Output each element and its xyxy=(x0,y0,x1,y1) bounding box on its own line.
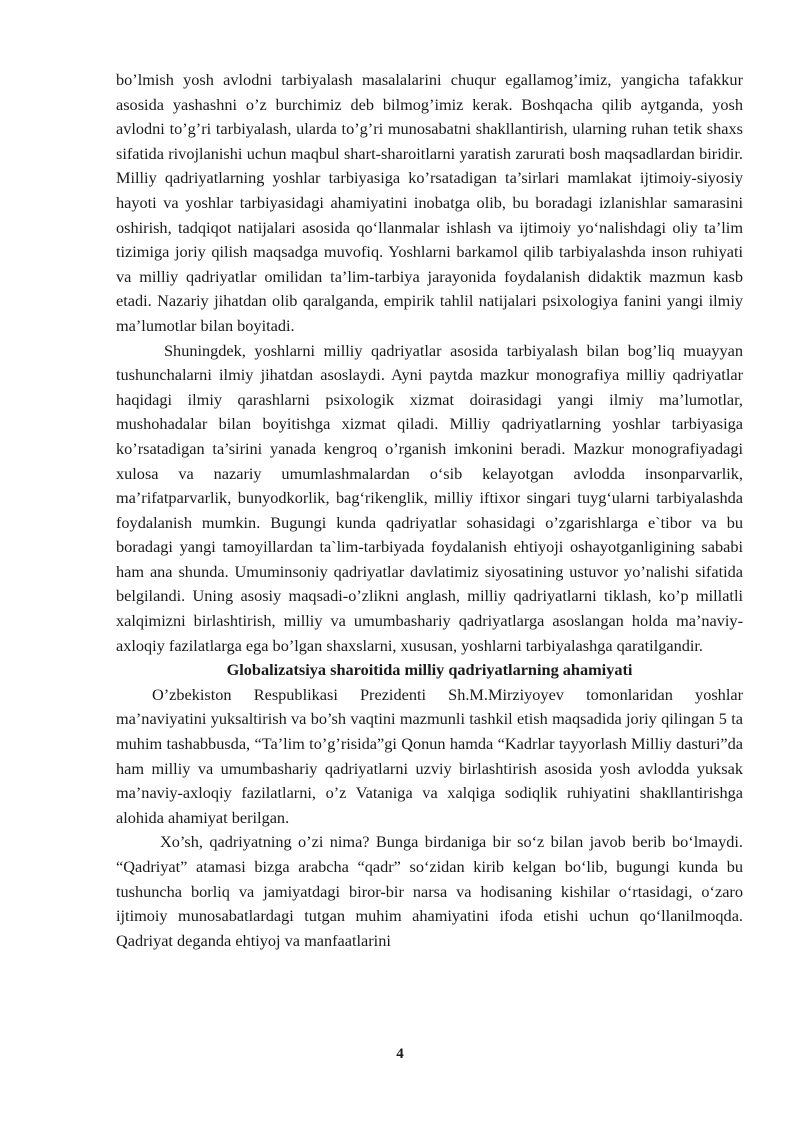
page-number: 4 xyxy=(396,1046,404,1062)
paragraph-1: bo’lmish yosh avlodni tarbiyalash masalalarini chuqur egallamog’imiz, yangicha tafakkur asosida yashashni o’z burchimiz deb bilmog’imiz kerak. Boshqacha qilib aytganda, yosh avlodni to’g’ri tarbiyalash, ularda to’g’ri munosabatni shakllantirish, ularning ruhan tetik shaxs sifatida rivojlanishi uchun maqbul shart-sharoitlarni yaratish zarurati bosh maqsadlardan biridir. Milliy qadriyatlarning yoshlar tarbiyasiga ko’rsatadigan ta’sirlari mamlakat ijtimoiy-siyosiy hayoti va yoshlar tarbiyasidagi ahamiyatini inobatga olib, bu boradagi izlanishlar samarasini oshirish, tadqiqot natijalari asosida qo‘llanmalar ishlash va ijtimoiy yo‘nalishdagi oliy ta’lim tizimiga joriy qilish maqsadga muvofiq. Yoshlarni barkamol qilib tarbiyalashda inson ruhiyati va milliy qadriyatlar omilidan ta’lim-tarbiya jarayonida foydalanish didaktik mazmun kasb etadi. Nazariy jihatdan olib qaralganda, empirik tahlil natijalari psixologiya fanini yangi ilmiy ma’lumotlar bilan boyitadi. xyxy=(116,70,743,335)
paragraph-4: Xo’sh, qadriyatning o’zi nima? Bunga birdaniga bir so‘z bilan javob berib bo‘lmaydi. “Qadriyat” atamasi bizga arabcha “qadr” so‘zidan kirib kelgan bo‘lib, bugungi kunda bu tushuncha borliq va jamiyatdagi biror-bir narsa va hodisaning kishilar o‘rtasidagi, o‘zaro ijtimoiy munosabatlardagi tutgan muhim ahamiyatini ifoda etishi uchun qo‘llanilmoqda. Qadriyat deganda ehtiyoj va manfaatlarini xyxy=(116,832,743,950)
page-body xyxy=(116,68,743,953)
paragraph-2: Shuningdek, yoshlarni milliy qadriyatlar asosida tarbiyalash bilan bog’liq muayyan tushunchalarni ilmiy jihatdan asoslaydi. Ayni paytda mazkur monografiya milliy qadriyatlar haqidagi ilmiy qarashlarni psixologik xizmat doirasidagi yangi ilmiy ma’lumotlar, mushohadalar bilan boyitishga xizmat qiladi. Milliy qadriyatlarning yoshlar tarbiyasiga ko’rsatadigan ta’sirini yanada kengroq o’rganish imkonini beradi. Mazkur monografiyadagi xulosa va nazariy umumlashmalardan o‘sib kelayotgan avlodda insonparvarlik, ma’rifatparvarlik, bunyodkorlik, bag‘rikenglik, milliy iftixor singari tuyg‘ularni tarbiyalashda foydalanish mumkin. Bugungi kunda qadriyatlar sohasidagi o’zgarishlarga e`tibor va bu boradagi yangi tamoyillardan ta`lim-tarbiyada foydalanish ehtiyoji oshayotganligining sababi ham ana shunda. Umuminsoniy qadriyatlar davlatimiz siyosatining ustuvor yo’nalishi sifatida belgilandi. Uning asosiy maqsadi-o’zlikni anglash, milliy qadriyatlarni tiklash, ko’p millatli xalqimizni birlashtirish, milliy va umumbashariy qadriyatlarga asoslangan holda ma’naviy-axloqiy fazilatlarga ega bo’lgan shaxslarni, xususan, yoshlarni tarbiyalashga qaratilgandir. xyxy=(116,340,743,655)
paragraph-3: O’zbekiston Respublikasi Prezidenti Sh.M.Mirziyoyev tomonlaridan yoshlar ma’naviyatini yuksaltirish va bo’sh vaqtini mazmunli tashkil etish maqsadida joriy qilingan 5 ta muhim tashabbusda, “Ta’lim to’g’risida”gi Qonun hamda “Kadrlar tayyorlash Milliy dasturi”da ham milliy va umumbashariy qadriyatlarni uzviy birlashtirish asosida yosh avlodda yuksak ma’naviy-axloqiy fazilatlarni, o’z Vataniga va xalqiga sodiqlik ruhiyatini shakllantirishga alohida ahamiyat berilgan. xyxy=(116,684,743,827)
section-heading: Globalizatsiya sharoitida milliy qadriyatlarning ahamiyati xyxy=(226,660,633,680)
